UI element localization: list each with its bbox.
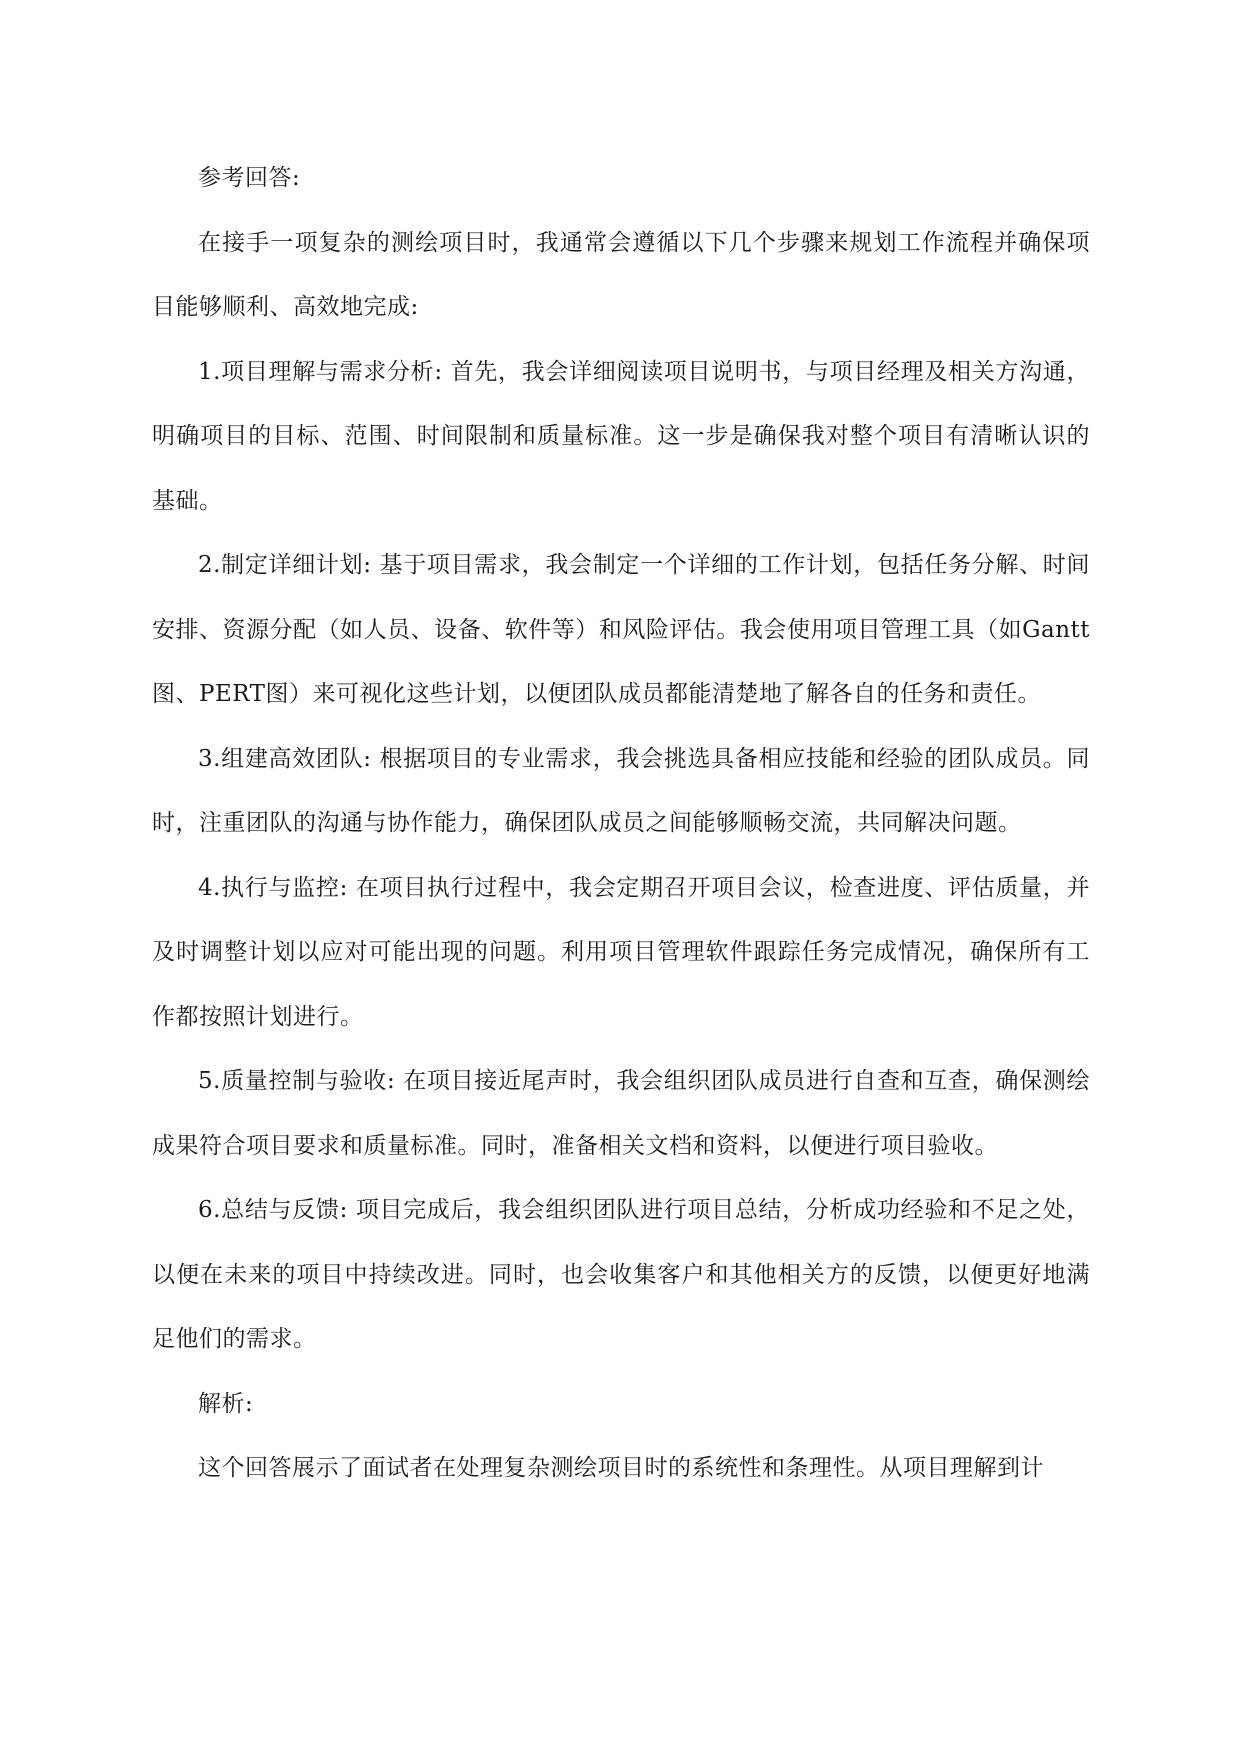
analysis-heading: 解析: — [198, 1390, 254, 1417]
step-6-paragraph: 6.总结与反馈: 项目完成后，我会组织团队进行项目总结，分析成功经验和不足之处，以便在未来的项目中持续改进。同时，也会收集客户和其他相关方的反馈，以便更好地满足他们的需求。 — [152, 1197, 1090, 1352]
step-5-paragraph: 5.质量控制与验收: 在项目接近尾声时，我会组织团队成员进行自查和互查，确保测绘成果符合项目要求和质量标准。同时，准备相关文档和资料，以便进行项目验收。 — [152, 1068, 1090, 1159]
step-1-paragraph: 1.项目理解与需求分析: 首先，我会详细阅读项目说明书，与项目经理及相关方沟通，明确项目的目标、范围、时间限制和质量标准。这一步是确保我对整个项目有清晰认识的基础。 — [152, 358, 1090, 514]
step-4-paragraph: 4.执行与监控: 在项目执行过程中，我会定期召开项目会议，检查进度、评估质量，并及时调整计划以应对可能出现的问题。利用项目管理软件跟踪任务完成情况，确保所有工作都按照计划进行。 — [152, 874, 1090, 1030]
document-body — [152, 146, 1090, 1501]
reference-answer-heading: 参考回答: — [198, 165, 301, 191]
analysis-paragraph: 这个回答展示了面试者在处理复杂测绘项目时的系统性和条理性。从项目理解到计 — [198, 1455, 1044, 1481]
step-3-paragraph: 3.组建高效团队: 根据项目的专业需求，我会挑选具备相应技能和经验的团队成员。同时，注重团队的沟通与协作能力，确保团队成员之间能够顺畅交流，共同解决问题。 — [152, 745, 1090, 836]
intro-paragraph: 在接手一项复杂的测绘项目时，我通常会遵循以下几个步骤来规划工作流程并确保项目能够顺利、高效地完成: — [152, 229, 1090, 320]
step-2-paragraph: 2.制定详细计划: 基于项目需求，我会制定一个详细的工作计划，包括任务分解、时间安排、资源分配（如人员、设备、软件等）和风险评估。我会使用项目管理工具（如Gantt图、PERT图）来可视化这些计划，以便团队成员都能清楚地了解各自的任务和责任。 — [152, 552, 1090, 707]
